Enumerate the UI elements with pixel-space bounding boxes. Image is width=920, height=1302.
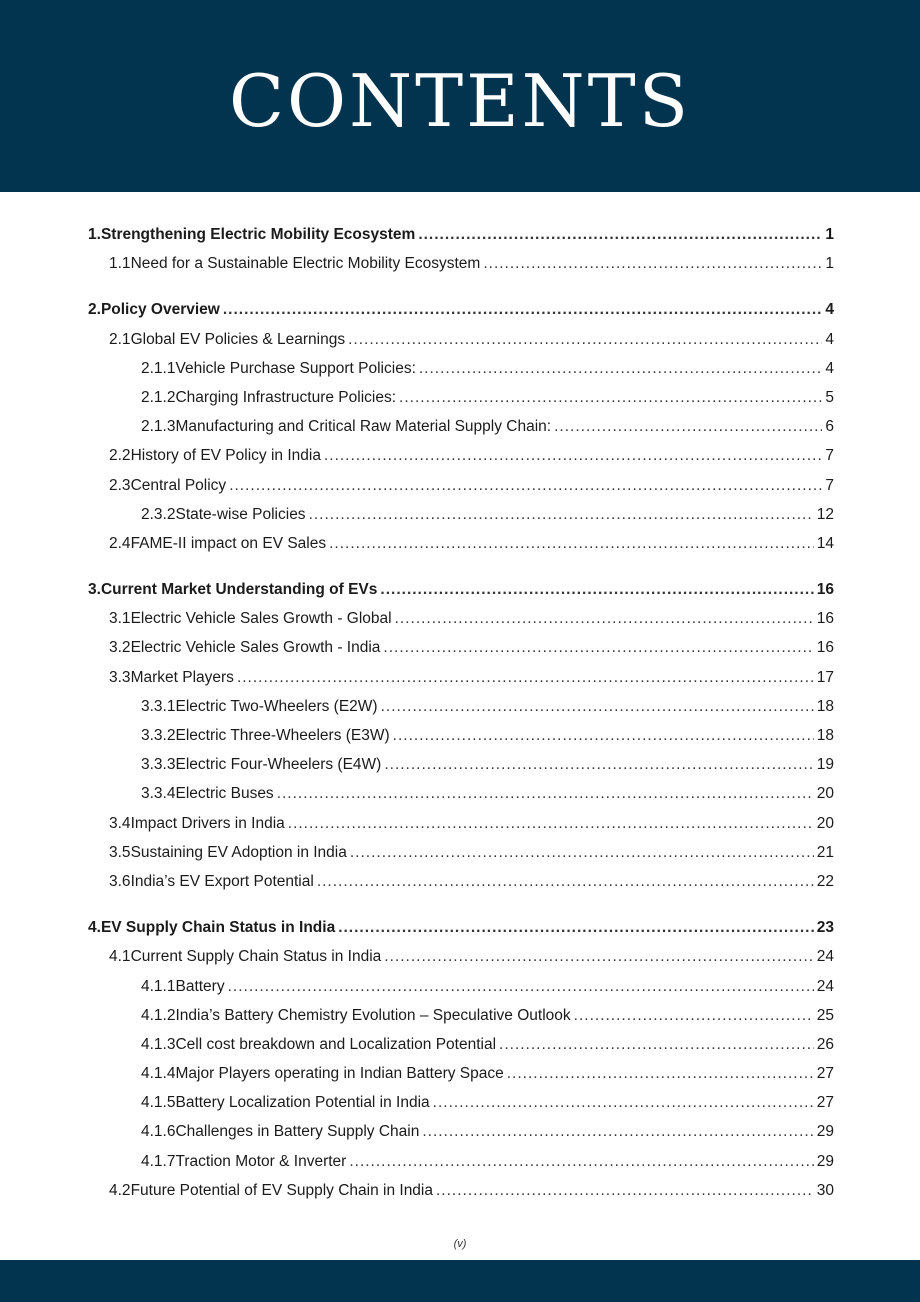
dot-leader (422, 1117, 813, 1146)
toc-section-entry[interactable] (88, 750, 834, 779)
toc-entry-title: Charging Infrastructure Policies: (175, 388, 397, 406)
toc-entry-page: 14 (816, 534, 834, 552)
dot-leader (228, 972, 814, 1001)
dot-leader (338, 913, 814, 942)
toc-entry-number: 3.3.2 (141, 727, 176, 744)
dot-leader (399, 383, 822, 412)
dot-leader (324, 441, 822, 470)
toc-entry-title: Traction Motor & Inverter (175, 1152, 347, 1170)
toc-chapter-entry[interactable] (88, 913, 834, 942)
dot-leader (223, 295, 823, 324)
toc-entry-title: State-wise Policies (175, 505, 306, 523)
dot-leader (554, 412, 822, 441)
toc-section-entry[interactable] (88, 1030, 834, 1059)
toc-entry-number: 3.5 (109, 843, 131, 861)
toc-entry-number: 4.1.6 (141, 1123, 176, 1141)
toc-entry-page: 20 (816, 785, 834, 803)
page-title: CONTENTS (228, 59, 692, 143)
toc-entry-page: 24 (816, 977, 834, 995)
toc-entry-title: Manufacturing and Critical Raw Material Supply Chain: (175, 418, 552, 436)
toc-entry-page: 16 (816, 639, 834, 657)
toc-entry-number: 2.2 (109, 447, 131, 465)
toc-entry-page: 18 (816, 727, 834, 744)
toc-entry-title: Electric Vehicle Sales Growth - Global (130, 610, 392, 628)
toc-entry-title: FAME-II impact on EV Sales (130, 534, 327, 552)
toc-section-entry[interactable] (88, 1001, 834, 1030)
toc-entry-title: Challenges in Battery Supply Chain (175, 1123, 420, 1141)
toc-section-entry[interactable] (88, 249, 834, 278)
toc-section-entry[interactable] (88, 972, 834, 1001)
toc-entry-page: 19 (816, 756, 834, 774)
dot-leader (436, 1176, 814, 1205)
toc-entry-page: 25 (816, 1006, 834, 1024)
dot-leader (507, 1059, 814, 1088)
toc-entry-number: 2.1.1 (141, 359, 176, 377)
toc-section-entry[interactable] (88, 633, 834, 662)
toc-entry-number: 3.3.3 (141, 756, 176, 774)
dot-leader (348, 325, 822, 354)
toc-section-entry[interactable] (88, 471, 834, 500)
toc-entry-number: 4.1 (109, 948, 131, 966)
dot-leader (483, 249, 822, 278)
dot-leader (418, 220, 822, 249)
toc-chapter-entry[interactable] (88, 575, 834, 604)
toc-entry-number: 2.3 (109, 476, 131, 494)
toc-entry-title: Central Policy (130, 476, 227, 494)
toc-section-entry[interactable] (88, 838, 834, 867)
toc-entry-page: 4 (825, 330, 834, 348)
toc-entry-page: 16 (816, 610, 834, 628)
toc-entry-number: 2.3.2 (141, 505, 176, 523)
toc-entry-page: 5 (825, 388, 834, 406)
toc-entry-page: 30 (816, 1181, 834, 1199)
toc-section-entry[interactable] (88, 1176, 834, 1205)
toc-entry-title: History of EV Policy in India (130, 447, 321, 465)
toc-chapter-entry[interactable] (88, 295, 834, 324)
dot-leader (229, 471, 822, 500)
dot-leader (277, 779, 814, 808)
toc-entry-title: Policy Overview (100, 301, 220, 319)
toc-entry-number: 4.1.7 (141, 1152, 176, 1170)
page-number: (v) (453, 1238, 467, 1250)
toc-entry-number: 3.4 (109, 814, 131, 832)
toc-entry-title: Electric Three-Wheelers (E3W) (175, 727, 390, 744)
toc-entry-title: Current Market Understanding of EVs (100, 581, 378, 599)
dot-leader (574, 1001, 814, 1030)
toc-entry-title: India’s EV Export Potential (130, 872, 314, 890)
toc-entry-page: 29 (816, 1123, 834, 1141)
toc-entry-page: 18 (816, 697, 834, 715)
toc-entry-number: 3. (88, 581, 101, 599)
toc-entry-page: 17 (816, 668, 834, 686)
toc-section-entry[interactable] (88, 692, 834, 721)
toc-entry-title: Electric Vehicle Sales Growth - India (130, 639, 381, 657)
toc-entry-number: 3.3.4 (141, 785, 176, 803)
toc-section-entry[interactable] (88, 529, 834, 558)
toc-entry-page: 29 (816, 1152, 834, 1170)
toc-section-entry[interactable] (88, 721, 834, 750)
dot-leader (317, 867, 814, 896)
toc-entry-title: Global EV Policies & Learnings (130, 330, 346, 348)
toc-section-entry[interactable] (88, 441, 834, 470)
toc-entry-number: 2.4 (109, 534, 131, 552)
toc-entry-page: 27 (816, 1094, 834, 1112)
dot-leader (384, 942, 813, 971)
toc-entry-page: 23 (816, 919, 834, 937)
toc-section-entry[interactable] (88, 867, 834, 896)
toc-entry-page: 4 (825, 359, 834, 377)
contents-banner (0, 0, 920, 192)
toc-entry-page: 26 (816, 1035, 834, 1053)
toc-entry-page: 22 (816, 872, 834, 890)
toc-entry-page: 7 (825, 476, 834, 494)
dot-leader (237, 663, 814, 692)
toc-entry-title: Major Players operating in Indian Battery Space (175, 1065, 504, 1083)
toc-entry-title: Cell cost breakdown and Localization Potential (175, 1035, 497, 1053)
dot-leader (288, 809, 814, 838)
toc-entry-number: 3.6 (109, 872, 131, 890)
toc-section-entry[interactable] (88, 1147, 834, 1176)
toc-entry-title: Future Potential of EV Supply Chain in India (130, 1181, 433, 1199)
toc-entry-page: 6 (825, 418, 834, 436)
toc-entry-page: 16 (816, 581, 834, 599)
toc-entry-title: Electric Four-Wheelers (E4W) (175, 756, 382, 774)
dot-leader (380, 575, 813, 604)
toc-entry-number: 4.1.5 (141, 1094, 176, 1112)
toc-section-entry[interactable] (88, 1117, 834, 1146)
toc-section-entry[interactable] (88, 383, 834, 412)
toc-entry-page: 1 (825, 226, 834, 243)
toc-entry-title: Vehicle Purchase Support Policies: (175, 359, 416, 377)
toc-entry-number: 3.2 (109, 639, 131, 657)
toc-section-entry[interactable] (88, 779, 834, 808)
toc-entry-number: 4.1.2 (141, 1006, 176, 1024)
toc-section-entry[interactable] (88, 809, 834, 838)
toc-entry-number: 3.1 (109, 610, 131, 628)
dot-leader (393, 721, 814, 750)
dot-leader (381, 692, 814, 721)
toc-section-entry[interactable] (88, 1059, 834, 1088)
table-of-contents (88, 220, 834, 1205)
toc-section-entry[interactable] (88, 1088, 834, 1117)
toc-entry-page: 7 (825, 447, 834, 465)
toc-entry-title: India’s Battery Chemistry Evolution – Speculative Outlook (175, 1006, 571, 1024)
toc-entry-number: 2. (88, 301, 101, 319)
toc-entry-title: Current Supply Chain Status in India (130, 948, 382, 966)
dot-leader (349, 1147, 813, 1176)
dot-leader (433, 1088, 814, 1117)
toc-section-entry[interactable] (88, 325, 834, 354)
toc-entry-number: 4.1.4 (141, 1065, 176, 1083)
toc-entry-number: 2.1.3 (141, 418, 176, 436)
toc-section-entry[interactable] (88, 663, 834, 692)
dot-leader (499, 1030, 814, 1059)
toc-entry-page: 24 (816, 948, 834, 966)
dot-leader (309, 500, 814, 529)
toc-entry-title: Need for a Sustainable Electric Mobility Ecosystem (130, 255, 481, 273)
toc-entry-page: 12 (816, 505, 834, 523)
toc-entry-page: 1 (825, 255, 834, 273)
toc-entry-title: Sustaining EV Adoption in India (130, 843, 347, 861)
toc-entry-title: Impact Drivers in India (130, 814, 285, 832)
toc-entry-number: 4. (88, 919, 101, 937)
toc-section-entry[interactable] (88, 412, 834, 441)
toc-entry-title: Electric Buses (175, 785, 274, 803)
dot-leader (384, 750, 813, 779)
toc-entry-number: 1.1 (109, 255, 131, 273)
toc-section-entry[interactable] (88, 354, 834, 383)
toc-entry-page: 21 (816, 843, 834, 861)
footer-bar (0, 1260, 920, 1302)
dot-leader (419, 354, 823, 383)
dot-leader (383, 633, 813, 662)
toc-entry-page: 27 (816, 1065, 834, 1083)
toc-section-entry[interactable] (88, 942, 834, 971)
toc-entry-title: Battery Localization Potential in India (175, 1094, 430, 1112)
toc-entry-title: Battery (175, 977, 225, 995)
toc-entry-number: 4.1.3 (141, 1035, 176, 1053)
dot-leader (350, 838, 814, 867)
toc-chapter-entry[interactable] (88, 220, 834, 249)
toc-section-entry[interactable] (88, 604, 834, 633)
toc-entry-number: 1. (88, 226, 101, 243)
toc-entry-title: Strengthening Electric Mobility Ecosystem (100, 226, 416, 243)
toc-entry-title: Market Players (130, 668, 234, 686)
toc-entry-title: Electric Two-Wheelers (E2W) (175, 697, 378, 715)
toc-entry-number: 4.2 (109, 1181, 131, 1199)
toc-entry-number: 2.1.2 (141, 388, 176, 406)
dot-leader (329, 529, 814, 558)
toc-entry-number: 4.1.1 (141, 977, 176, 995)
dot-leader (395, 604, 814, 633)
toc-entry-number: 3.3 (109, 668, 131, 686)
toc-entry-number: 2.1 (109, 330, 131, 348)
toc-entry-page: 4 (825, 301, 834, 319)
toc-entry-title: EV Supply Chain Status in India (100, 919, 336, 937)
toc-entry-page: 20 (816, 814, 834, 832)
toc-entry-number: 3.3.1 (141, 697, 176, 715)
toc-section-entry[interactable] (88, 500, 834, 529)
